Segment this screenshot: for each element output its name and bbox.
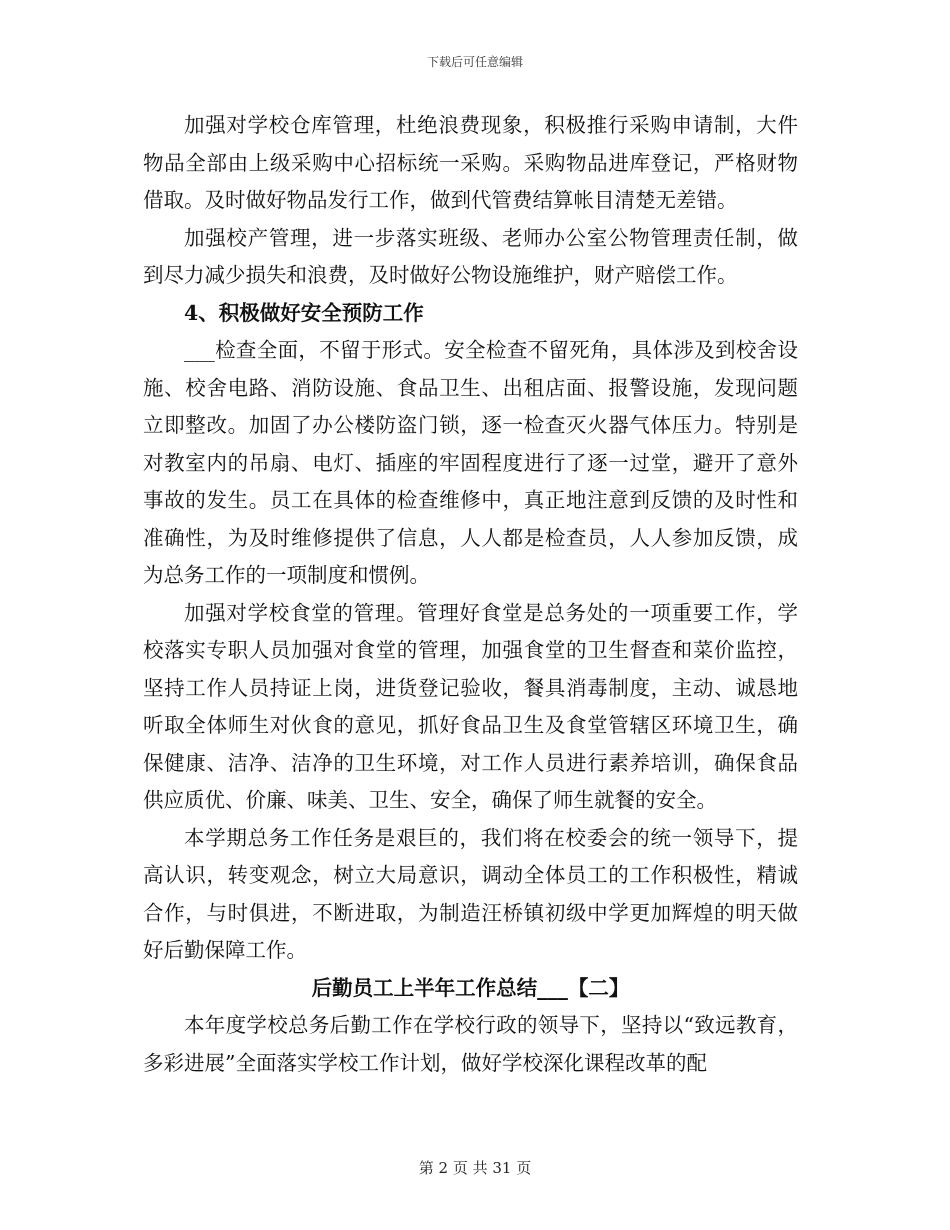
- paragraph-intro-two: 本年度学校总务后勤工作在学校行政的领导下，坚持以“致远教育，多彩进展”全面落实学校工作计划，做好学校深化课程改革的配: [143, 1013, 798, 1075]
- section-title-two: 后勤员工上半年工作总结___【二】: [311, 975, 630, 1000]
- section-heading-safety: 4、积极做好安全预防工作: [184, 300, 424, 325]
- document-body: [143, 107, 798, 1082]
- paragraph-conclusion: 本学期总务工作任务是艰巨的，我们将在校委会的统一领导下，提高认识，转变观念，树立大局意识，调动全体员工的工作积极性，精诚合作，与时俱进，不断进取，为制造汪桥镇初级中学更加辉煌的明天做好后勤保障工作。: [143, 825, 798, 962]
- paragraph-inspection: ___检查全面，不留于形式。安全检查不留死角，具体涉及到校舍设施、校舍电路、消防设施、食品卫生、出租店面、报警设施，发现问题立即整改。加固了办公楼防盗门锁，逐一检查灭火器气体压力。特别是对教室内的吊扇、电灯、插座的牢固程度进行了逐一过堂，避开了意外事故的发生。员工在具体的检查维修中，真正地注意到反馈的及时性和准确性，为及时维修提供了信息，人人都是检查员，人人参加反馈，成为总务工作的一项制度和惯例。: [143, 338, 798, 587]
- paragraph-warehouse: 加强对学校仓库管理，杜绝浪费现象，积极推行采购申请制，大件物品全部由上级采购中心招标统一采购。采购物品进库登记，严格财物借取。及时做好物品发行工作，做到代管费结算帐目清楚无差错。: [143, 113, 798, 212]
- paragraph-canteen: 加强对学校食堂的管理。管理好食堂是总务处的一项重要工作，学校落实专职人员加强对食堂的管理，加强食堂的卫生督查和菜价监控，坚持工作人员持证上岗，进货登记验收，餐具消毒制度，主动、诚恳地听取全体师生对伙食的意见，抓好食品卫生及食堂管辖区环境卫生，确保健康、洁净、洁净的卫生环境，对工作人员进行素养培训，确保食品供应质优、价廉、味美、卫生、安全，确保了师生就餐的安全。: [143, 600, 798, 812]
- paragraph-assets: 加强校产管理，进一步落实班级、老师办公室公物管理责任制，做到尽力减少损失和浪费，及时做好公物设施维护，财产赔偿工作。: [143, 225, 798, 287]
- page-header: 下载后可任意编辑: [426, 55, 523, 69]
- page-number: 第 2 页 共 31 页: [418, 1159, 532, 1177]
